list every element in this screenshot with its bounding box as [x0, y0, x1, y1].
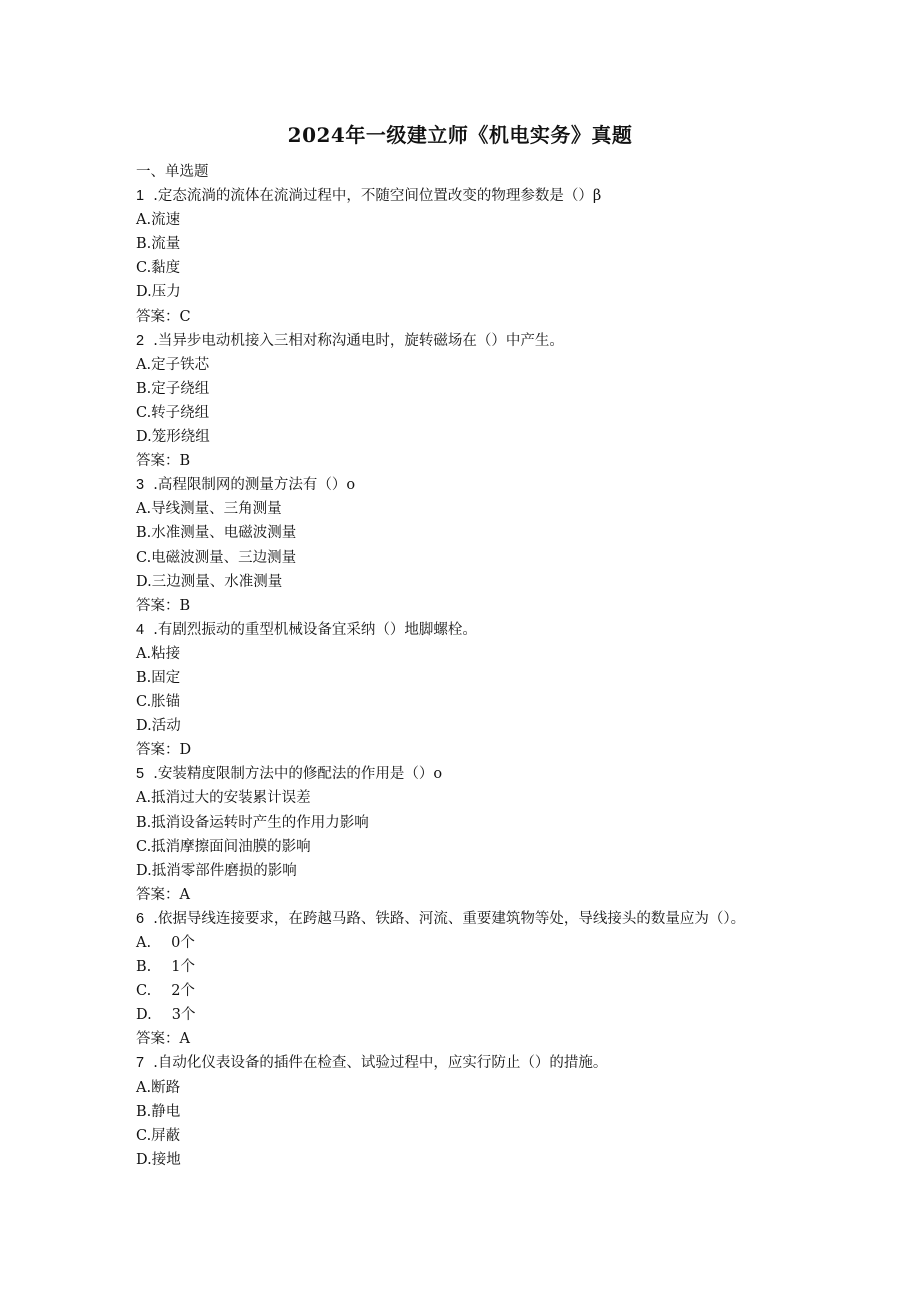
question-number: 3 [136, 477, 145, 494]
question-text: .当异步电动机接入三相对称沟通电时，旋转磁场在（）中产生。 [153, 332, 564, 349]
answer: 答案：A [136, 886, 190, 903]
option-value: 3个 [171, 1007, 196, 1024]
option-a: A.流速 [136, 212, 181, 229]
question-number: 7 [136, 1055, 145, 1072]
option-b [136, 955, 776, 979]
option-d: D.三边测量、水准测量 [136, 573, 283, 590]
option-b: B.抵消设备运转时产生的作用力影响 [136, 814, 369, 831]
question-stem [136, 618, 776, 642]
question-number: 6 [136, 910, 145, 927]
question-stem [136, 473, 776, 497]
question-text: .定态流淌的流体在流淌过程中，不随空间位置改变的物理参数是（）β [153, 188, 602, 205]
option-c: C.胀锚 [136, 694, 181, 711]
option-d: D.笼形绕组 [136, 429, 210, 446]
option-b: B.流量 [136, 236, 181, 253]
question-stem [136, 184, 776, 208]
option-letter: C. [136, 983, 152, 1000]
option-letter: D. [136, 1007, 152, 1024]
document-title: 2024年一级建立师《机电实务》真题 [287, 123, 633, 147]
question-text: .自动化仪表设备的插件在检查、试验过程中，应实行防止（）的措施。 [153, 1055, 608, 1072]
option-b: B.静电 [136, 1103, 181, 1120]
option-value: 0个 [171, 935, 195, 951]
option-d: D.接地 [136, 1151, 181, 1168]
question-stem [136, 907, 766, 931]
option-d: D.活动 [136, 718, 181, 735]
option-a: A.导线测量、三角测量 [136, 501, 282, 518]
question-text: .依据导线连接要求，在跨越马路、铁路、河流、重要建筑物等处，导线接头的数量应为（）。 [153, 910, 746, 927]
question-text: .高程限制网的测量方法有（）o [153, 477, 356, 494]
question-stem [136, 329, 776, 353]
option-a: A.定子铁芯 [136, 356, 210, 373]
question-number: 2 [136, 332, 145, 349]
option-c: C.屏蔽 [136, 1127, 181, 1144]
option-letter: A. [136, 935, 152, 951]
option-a: A.粘接 [136, 645, 181, 662]
option-d: D.抵消零部件磨损的影响 [136, 862, 297, 879]
option-b: B.固定 [136, 669, 181, 686]
answer: 答案：B [136, 597, 191, 614]
option-d [136, 1003, 776, 1027]
option-c: C.转子绕组 [136, 404, 210, 421]
question-number: 1 [136, 188, 145, 205]
question-text: .安装精度限制方法中的修配法的作用是（）o [153, 766, 443, 783]
option-c: C.电磁波测量、三边测量 [136, 549, 297, 566]
answer: 答案：C [136, 308, 191, 325]
option-letter: B. [136, 959, 152, 976]
question-text: .有剧烈振动的重型机械设备宜采纳（）地脚螺栓。 [153, 621, 477, 638]
option-b: B.定子绕组 [136, 380, 210, 397]
section-heading: 一、单选题 [136, 164, 209, 180]
question-list [136, 160, 776, 1172]
question-stem [136, 1051, 776, 1075]
answer: 答案：B [136, 453, 191, 470]
option-value: 2个 [171, 983, 195, 1000]
option-a: A.抵消过大的安装累计误差 [136, 790, 311, 807]
question-number: 4 [136, 621, 145, 638]
question-number: 5 [136, 766, 145, 783]
option-d: D.压力 [136, 284, 181, 301]
answer: 答案：A [136, 1031, 190, 1048]
question-stem [136, 762, 776, 786]
option-c: C.黏度 [136, 260, 181, 277]
option-c: C.抵消摩擦面间油膜的影响 [136, 838, 311, 855]
answer: 答案：D [136, 742, 192, 759]
option-a: A.断路 [136, 1079, 181, 1096]
option-c [136, 979, 776, 1003]
option-value: 1个 [171, 959, 195, 976]
option-b: B.水准测量、电磁波测量 [136, 525, 297, 542]
option-a [136, 931, 776, 955]
